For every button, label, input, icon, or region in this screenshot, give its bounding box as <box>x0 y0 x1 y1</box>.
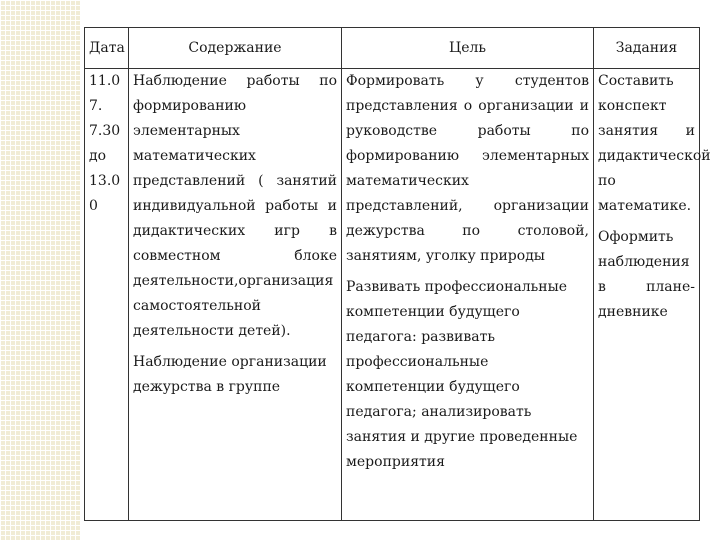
content-duty-text: Наблюдение организации дежурства в группе <box>133 354 327 395</box>
date-line: 7. <box>89 98 103 114</box>
tasks-cell <box>594 69 711 521</box>
task-record-text: Оформить наблюдения в плане-дневнике <box>598 229 695 320</box>
date-line: 13.0 <box>89 173 121 189</box>
date-cell <box>85 69 129 521</box>
goal-develop-text: Развивать профессиональные компетенции будущего педагога: развивать профессиональные компетенции будущего педагога; анализировать занятия и другие проведенные мероприятия <box>346 279 578 470</box>
goal-cell <box>342 69 594 521</box>
date-line: 7.30 <box>89 123 121 139</box>
date-line: 0 <box>89 198 98 214</box>
header-goal: Цель <box>342 28 594 69</box>
decorative-side-pattern <box>0 0 80 540</box>
header-tasks: Задания <box>594 28 700 69</box>
header-date: Дата <box>85 28 129 69</box>
table-row <box>85 69 700 521</box>
date-line: 11.0 <box>89 73 121 89</box>
date-line: до <box>89 148 107 164</box>
table-header-row <box>85 28 700 69</box>
content-cell <box>129 69 342 521</box>
practice-plan-table <box>84 27 711 521</box>
goal-form-text: Формировать у студентов представления о организации и руководстве работы по формированию элементарных математических представлений, организации дежурства по столовой, занятиям, уголку природы <box>346 73 589 264</box>
task-summary-text: Составить конспект занятия и дидактической по математике. <box>598 73 711 214</box>
header-content: Содержание <box>129 28 342 69</box>
content-observation-text: Наблюдение работы по формированию элементарных математических представлений ( занятий индивидуальной работы и дидактических игр в совместном блоке деятельности,организация самостоятельной деятельности детей). <box>133 73 337 339</box>
